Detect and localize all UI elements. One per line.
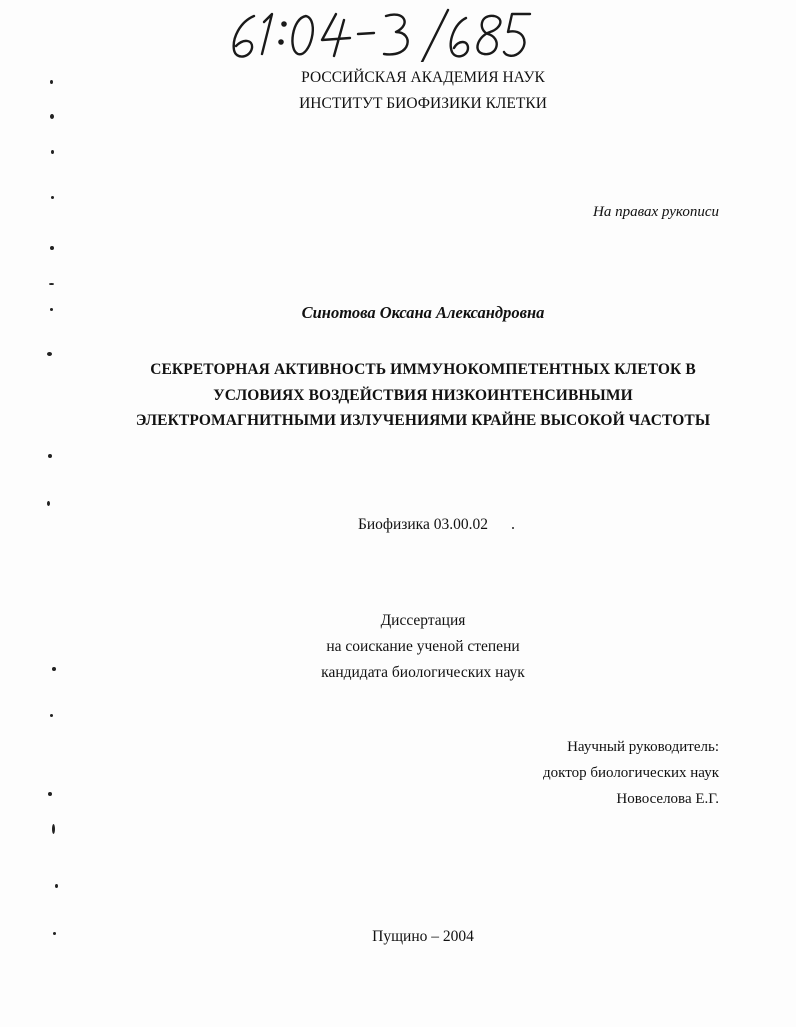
scan-speck bbox=[50, 80, 53, 84]
scan-speck bbox=[48, 792, 52, 796]
degree-line-3: кандидата биологических наук bbox=[321, 664, 525, 681]
scan-speck bbox=[50, 714, 53, 717]
scan-speck bbox=[50, 246, 54, 250]
scan-speck bbox=[51, 150, 54, 154]
place-year: Пущино – 2004 bbox=[372, 928, 474, 945]
degree-line-1: Диссертация bbox=[380, 612, 466, 629]
handwritten-archive-code bbox=[226, 8, 536, 62]
scan-speck bbox=[55, 884, 58, 888]
author-name: Синотова Оксана Александровна bbox=[301, 303, 545, 322]
institute-name: ИНСТИТУТ БИОФИЗИКИ КЛЕТКИ bbox=[299, 95, 547, 112]
title-line-1: СЕКРЕТОРНАЯ АКТИВНОСТЬ ИММУНОКОМПЕТЕНТНЫХ КЛЕТОК В bbox=[150, 361, 696, 378]
supervisor-label: Научный руководитель: bbox=[567, 739, 719, 755]
supervisor-degree: доктор биологических наук bbox=[543, 765, 719, 781]
scan-speck bbox=[47, 352, 52, 356]
scan-speck bbox=[48, 454, 52, 458]
scan-speck bbox=[512, 527, 514, 529]
title-line-2: УСЛОВИЯХ ВОЗДЕЙСТВИЯ НИЗКОИНТЕНСИВНЫМИ bbox=[213, 387, 633, 404]
scan-speck bbox=[50, 114, 54, 119]
scan-speck bbox=[50, 308, 53, 311]
scan-speck bbox=[51, 196, 54, 199]
scan-speck bbox=[52, 667, 56, 671]
specialty: Биофизика 03.00.02 bbox=[357, 516, 488, 533]
academy-name: РОССИЙСКАЯ АКАДЕМИЯ НАУК bbox=[301, 69, 545, 86]
scan-speck bbox=[47, 501, 50, 506]
supervisor-name: Новоселова Е.Г. bbox=[616, 791, 719, 807]
scan-speck bbox=[49, 283, 54, 285]
scan-speck bbox=[52, 824, 55, 834]
manuscript-note: На правах рукописи bbox=[593, 204, 719, 220]
scan-speck bbox=[53, 932, 56, 935]
title-line-3: ЭЛЕКТРОМАГНИТНЫМИ ИЗЛУЧЕНИЯМИ КРАЙНЕ ВЫСОКОЙ ЧАСТОТЫ bbox=[135, 412, 711, 429]
degree-line-2: на соискание ученой степени bbox=[326, 638, 520, 655]
